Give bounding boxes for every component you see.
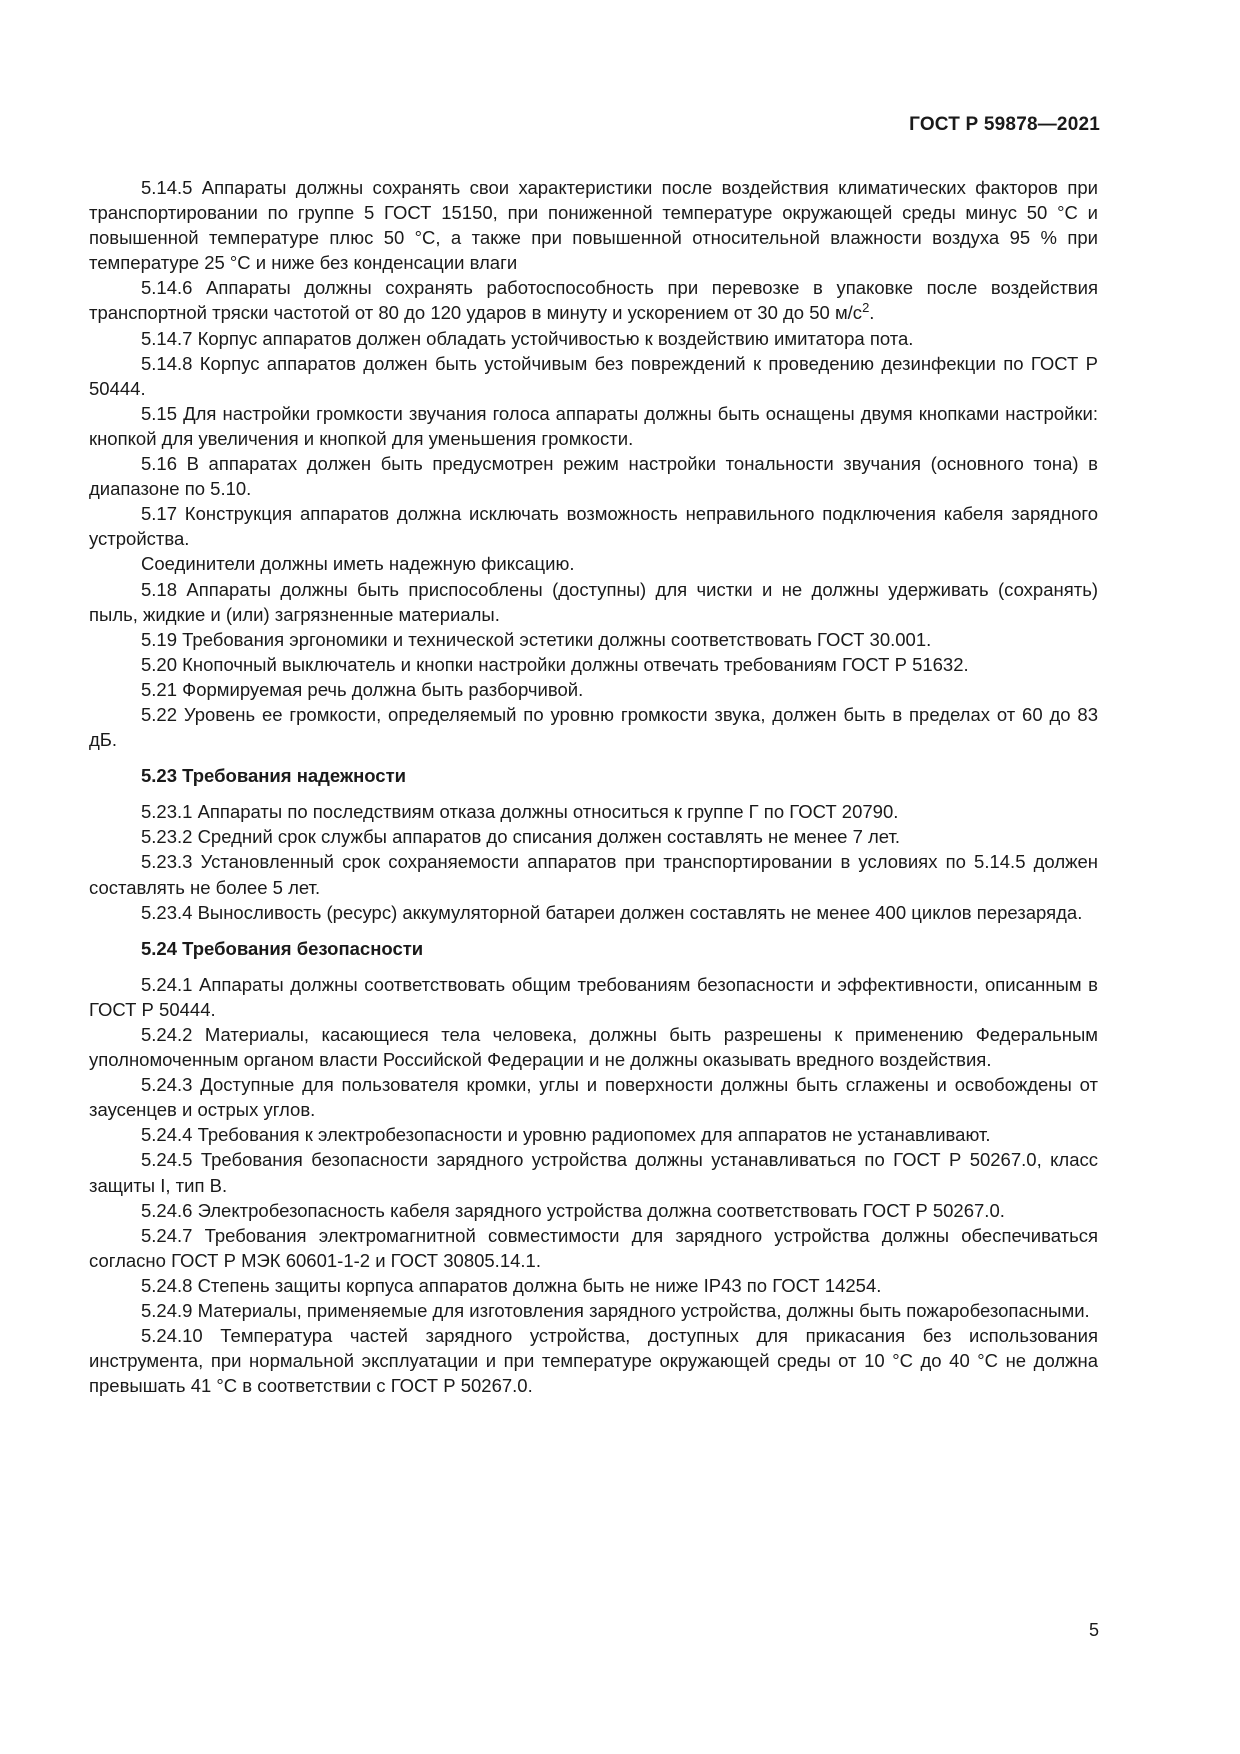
paragraph-5-24-6: 5.24.6 Электробезопасность кабеля зарядного устройства должна соответствовать ГОСТ Р 50267.0.	[141, 1199, 1005, 1221]
paragraph-5-18: 5.18 Аппараты должны быть приспособлены (доступны) для чистки и не должны удерживать (сохранять) пыль, жидкие и (или) загрязненные материалы.	[89, 578, 1098, 625]
paragraph-5-24-3: 5.24.3 Доступные для пользователя кромки, углы и поверхности должны быть сглажены и освобождены от заусенцев и острых углов.	[89, 1074, 1098, 1121]
paragraph-5-24-8: 5.24.8 Степень защиты корпуса аппаратов должна быть не ниже IP43 по ГОСТ 14254.	[141, 1274, 882, 1296]
superscript-2: 2	[862, 300, 870, 316]
paragraph-5-20: 5.20 Кнопочный выключатель и кнопки настройки должны отвечать требованиям ГОСТ Р 51632.	[141, 653, 969, 675]
paragraph-5-24-2: 5.24.2 Материалы, касающиеся тела человека, должны быть разрешены к применению Федеральным уполномоченным органом власти Российской Федерации и не должны оказывать вредного воздействия.	[89, 1024, 1098, 1071]
paragraph-5-23-2: 5.23.2 Средний срок службы аппаратов до списания должен составлять не менее 7 лет.	[141, 826, 901, 848]
document-code-header: ГОСТ Р 59878—2021	[909, 114, 1100, 135]
paragraph-5-14-6-end: .	[869, 302, 875, 324]
paragraph-5-14-8: 5.14.8 Корпус аппаратов должен быть устойчивым без повреждений к проведению дезинфекции по ГОСТ Р 50444.	[89, 352, 1098, 399]
heading-5-24-safety: 5.24 Требования безопасности	[141, 937, 424, 959]
paragraph-5-23-3: 5.23.3 Установленный срок сохраняемости аппаратов при транспортировании в условиях по 5.14.5 должен составлять не более 5 лет.	[89, 851, 1098, 898]
paragraph-5-14-7: 5.14.7 Корпус аппаратов должен обладать устойчивостью к воздействию имитатора пота.	[141, 327, 914, 349]
paragraph-5-16: 5.16 В аппаратах должен быть предусмотрен режим настройки тональности звучания (основного тона) в диапазоне по 5.10.	[89, 453, 1098, 500]
paragraph-5-24-10: 5.24.10 Температура частей зарядного устройства, доступных для прикасания без использования инструмента, при нормальной эксплуатации и при температуре окружающей среды от 10 °С до 40 °С не должна превышать 41 °С в соответствии с ГОСТ Р 50267.0.	[89, 1325, 1098, 1397]
page-number: 5	[1088, 1620, 1099, 1640]
paragraph-5-21: 5.21 Формируемая речь должна быть разборчивой.	[141, 678, 584, 700]
paragraph-5-24-1: 5.24.1 Аппараты должны соответствовать общим требованиям безопасности и эффективности, описанным в ГОСТ Р 50444.	[89, 973, 1098, 1020]
paragraph-5-24-7: 5.24.7 Требования электромагнитной совместимости для зарядного устройства должны обеспечиваться согласно ГОСТ Р МЭК 60601-1-2 и ГОСТ 30805.14.1.	[89, 1224, 1098, 1271]
paragraph-5-19: 5.19 Требования эргономики и технической эстетики должны соответствовать ГОСТ 30.001.	[141, 628, 932, 650]
paragraph-5-24-9: 5.24.9 Материалы, применяемые для изготовления зарядного устройства, должны быть пожаробезопасными.	[141, 1300, 1090, 1322]
paragraph-5-14-5: 5.14.5 Аппараты должны сохранять свои характеристики после воздействия климатических факторов при транспортировании по группе 5 ГОСТ 15150, при пониженной температуре окружающей среды минус 50 °С и повышенной температуре плюс 50 °С, а также при повышенной относительной влажности воздуха 95 % при температуре 25 °С и ниже без конденсации влаги	[89, 177, 1098, 274]
page-body	[89, 175, 1098, 1398]
paragraph-5-14-6-text: 5.14.6 Аппараты должны сохранять работоспособность при перевозке в упаковке после воздействия транспортной тряски частотой от 80 до 120 ударов в минуту и ускорением от 30 до 50 м/с	[89, 277, 1098, 324]
paragraph-5-23-1: 5.23.1 Аппараты по последствиям отказа должны относиться к группе Г по ГОСТ 20790.	[141, 801, 899, 823]
paragraph-5-15: 5.15 Для настройки громкости звучания голоса аппараты должны быть оснащены двумя кнопками настройки: кнопкой для увеличения и кнопкой для уменьшения громкости.	[89, 402, 1098, 449]
paragraph-5-23-4: 5.23.4 Выносливость (ресурс) аккумуляторной батареи должен составлять не менее 400 циклов перезаряда.	[141, 901, 1083, 923]
paragraph-5-17: 5.17 Конструкция аппаратов должна исключать возможность неправильного подключения кабеля зарядного устройства.	[89, 503, 1098, 550]
paragraph-5-14-6	[89, 275, 1098, 325]
heading-5-23-reliability: 5.23 Требования надежности	[141, 765, 407, 787]
paragraph-5-24-5: 5.24.5 Требования безопасности зарядного устройства должны устанавливаться по ГОСТ Р 50267.0, класс защиты I, тип В.	[89, 1149, 1098, 1196]
paragraph-5-17-connectors: Соединители должны иметь надежную фиксацию.	[141, 553, 575, 575]
paragraph-5-22: 5.22 Уровень ее громкости, определяемый по уровню громкости звука, должен быть в пределах от 60 до 83 дБ.	[89, 703, 1098, 751]
paragraph-5-24-4: 5.24.4 Требования к электробезопасности и уровню радиопомех для аппаратов не устанавливают.	[141, 1124, 991, 1146]
